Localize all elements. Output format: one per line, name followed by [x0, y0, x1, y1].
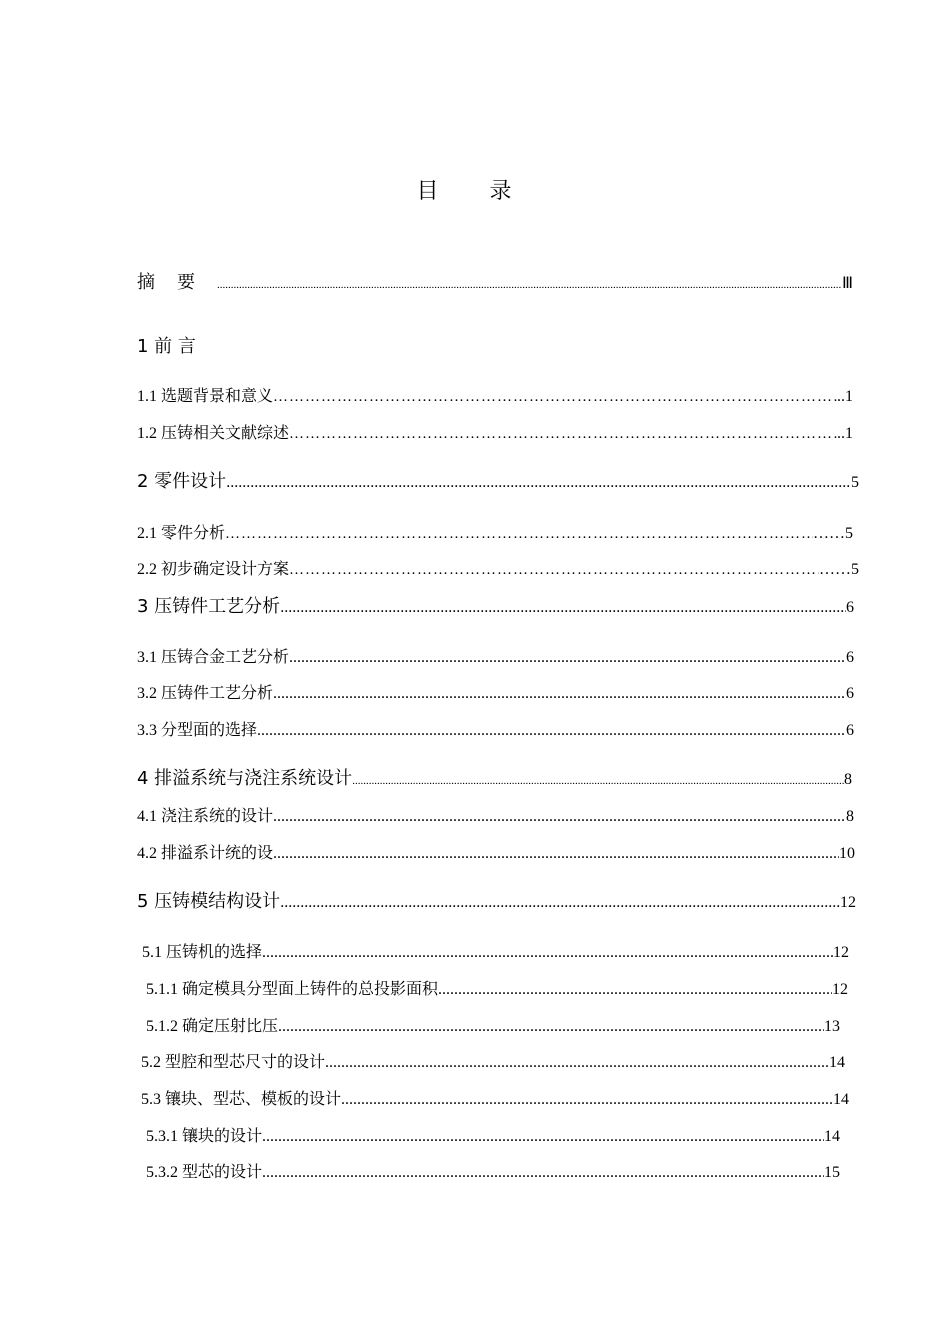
dot-leader: [273, 845, 839, 863]
toc-entry-page: 6: [846, 599, 854, 616]
toc-entry-page: 5: [851, 561, 859, 578]
toc-entry-label: 5.3 镶块、型芯、模板的设计: [141, 1091, 342, 1108]
toc-entry-label: 5.3.2 型芯的设计: [146, 1164, 263, 1181]
toc-entry-label: 3.3 分型面的选择: [137, 722, 258, 739]
dot-leader: [226, 474, 851, 492]
toc-entry-5-3[interactable]: [141, 1086, 849, 1109]
toc-entry-label: 4.1 浇注系统的设计: [137, 808, 274, 825]
leader-suffix: ..: [837, 425, 845, 442]
toc-entry-5-1[interactable]: [142, 939, 849, 962]
toc-title: 目 录: [416, 179, 534, 204]
toc-entry-1-2[interactable]: [137, 420, 853, 443]
toc-entry-label: 5.1.1 确定模具分型面上铸件的总投影面积: [146, 981, 439, 998]
dot-leader: [217, 275, 842, 293]
toc-heading-1[interactable]: 1 前 言: [137, 336, 196, 357]
toc-entry-page: 15: [824, 1164, 840, 1181]
toc-entry-page: 8: [846, 808, 854, 825]
dot-leader: [262, 1128, 824, 1146]
toc-entry-5-2[interactable]: [141, 1049, 845, 1072]
leader-suffix: ……: [819, 561, 851, 578]
toc-entry-page: 14: [829, 1054, 845, 1071]
toc-entry-5-3-2[interactable]: [146, 1159, 840, 1182]
toc-entry-label: 1.2 压铸相关文献综述: [137, 425, 290, 442]
toc-entry-label: 1.1 选题背景和意义: [137, 388, 274, 405]
toc-entry-page: Ⅲ: [841, 275, 853, 292]
dot-leader: [289, 649, 846, 667]
toc-entry-label: 5.3.1 镶块的设计: [146, 1128, 263, 1145]
toc-entry-label: 3.2 压铸件工艺分析: [137, 685, 274, 702]
toc-entry-3[interactable]: [137, 592, 854, 618]
toc-entry-label: 5 压铸模结构设计: [137, 891, 281, 912]
toc-entry-page: 6: [846, 685, 854, 702]
leader-suffix: ..: [837, 388, 845, 405]
toc-entry-page: 1: [845, 425, 853, 442]
toc-entry-label: 2.2 初步确定设计方案: [137, 561, 290, 578]
dot-leader: [273, 808, 846, 826]
toc-entry-page: 12: [840, 894, 856, 911]
dot-leader: [280, 894, 840, 912]
toc-entry-2-1[interactable]: [137, 520, 853, 543]
toc-entry-label: 摘要: [137, 272, 217, 293]
toc-entry-2-2[interactable]: [137, 556, 859, 579]
toc-entry-label: 2 零件设计: [137, 471, 227, 492]
toc-entry-page: 8: [844, 771, 852, 788]
dot-leader: [280, 599, 846, 617]
toc-entry-label: 4 排溢系统与浇注系统设计: [137, 768, 353, 789]
toc-entry-4-2[interactable]: [137, 840, 855, 863]
toc-entry-1-1[interactable]: [137, 383, 853, 406]
toc-entry-5-1-2[interactable]: [146, 1013, 840, 1036]
dot-leader: [257, 722, 846, 740]
dot-leader: [262, 944, 833, 962]
toc-entry-page: 14: [833, 1091, 849, 1108]
toc-entry-4[interactable]: [137, 764, 852, 790]
toc-entry-page: 12: [832, 981, 848, 998]
leader-suffix: ……: [813, 525, 845, 542]
toc-entry-page: 12: [833, 944, 849, 961]
toc-entry-3-3[interactable]: [137, 717, 854, 740]
toc-entry-label: 3 压铸件工艺分析: [137, 596, 281, 617]
toc-entry-label: 5.2 型腔和型芯尺寸的设计: [141, 1054, 326, 1071]
toc-entry-page: 5: [845, 525, 853, 542]
dot-leader: [289, 425, 837, 443]
toc-entry-page: 6: [846, 649, 854, 666]
toc-entry-page: 6: [846, 722, 854, 739]
toc-entry-label: 2.1 零件分析: [137, 525, 226, 542]
toc-entry-label: 5.1 压铸机的选择: [142, 944, 263, 961]
toc-entry-page: 13: [824, 1018, 840, 1035]
toc-entry-label: 3.1 压铸合金工艺分析: [137, 649, 290, 666]
toc-entry-label: 5.1.2 确定压射比压: [146, 1018, 279, 1035]
toc-entry-3-1[interactable]: [137, 644, 854, 667]
toc-entry-2[interactable]: [137, 467, 859, 493]
toc-entry-page: 10: [839, 845, 855, 862]
toc-entry-page: 5: [851, 474, 859, 491]
toc-entry-abstract[interactable]: [137, 268, 853, 294]
dot-leader: [273, 685, 846, 703]
dot-leader: [438, 981, 832, 999]
toc-entry-label: 4.2 排溢系计统的设: [137, 845, 274, 862]
dot-leader: [225, 525, 813, 543]
toc-entry-4-1[interactable]: [137, 803, 854, 826]
dot-leader: [325, 1054, 829, 1072]
toc-entry-3-2[interactable]: [137, 680, 854, 703]
dot-leader: [278, 1018, 824, 1036]
toc-entry-5-3-1[interactable]: [146, 1123, 840, 1146]
dot-leader: [273, 388, 837, 406]
dot-leader: [289, 561, 819, 579]
toc-entry-5[interactable]: [137, 887, 856, 913]
toc-entry-5-1-1[interactable]: [146, 976, 848, 999]
dot-leader: [341, 1091, 833, 1109]
dot-leader: [352, 771, 844, 789]
toc-entry-page: 14: [824, 1128, 840, 1145]
toc-entry-page: 1: [845, 388, 853, 405]
dot-leader: [262, 1164, 824, 1182]
